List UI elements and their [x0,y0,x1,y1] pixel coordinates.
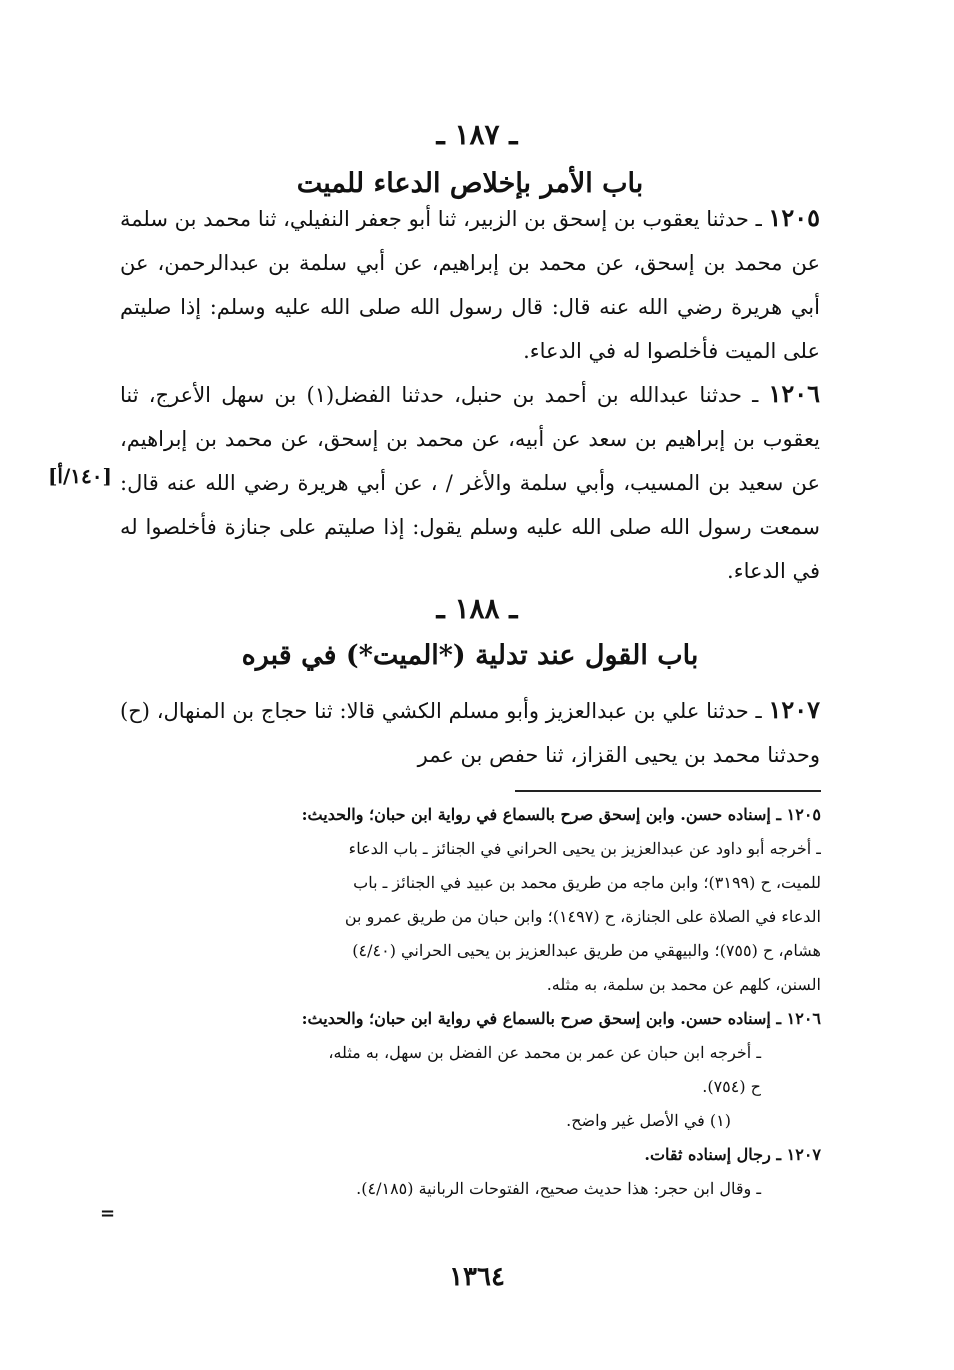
hadith-paragraph [120,688,820,780]
footnote-line: ١٢٠٥ ـ إسناده حسن. وابن إسحق صرح بالسماع في رواية ابن حبان؛ والحديث: [301,805,821,824]
footnote-line: ـ أخرجه ابن حبان عن عمر بن محمد عن الفضل بن سهل، به مثله، [328,1043,761,1062]
hadith-text: ـ حدثنا عبدالله بن أحمد بن حنبل، حدثنا الفضل(١) بن سهل الأعرج، ثنا يعقوب بن إبراهيم بن سعد عن أبيه، عن محمد بن إسحق، عن محمد بن إبراهيم، عن سعيد بن المسيب، وأبي سلمة والأغر / ، عن أبي هريرة رضي الله عنه قال: سمعت رسول الله صلى الله عليه وسلم يقول: إذا صليتم على جنازة فأخلصوا له في الدعاء. [120,383,820,583]
hadith-paragraph [120,196,820,372]
hadith-number: ١٢٠٦ [768,379,821,408]
footnote-line: ح (٧٥٤). [702,1077,761,1096]
hadith-text: ـ حدثنا يعقوب بن إسحق بن الزبير، ثنا أبو جعفر النفيلي، ثنا محمد بن سلمة عن محمد بن إسحق، عن محمد بن إبراهيم، عن أبي سلمة بن عبدالرحمن، عن أبي هريرة رضي الله عنه قال: قال رسول الله صلى الله عليه وسلم: إذا صليتم على الميت فأخلصوا له في الدعاء. [120,207,820,363]
footnote-line: الدعاء في الصلاة على الجنازة، ح (١٤٩٧)؛ وابن حبان من طريق عمرو بن [344,907,821,926]
footnote-line: هشام، ح (٧٥٥)؛ والبيهقي من طريق عبدالعزيز بن يحيى الحراني (٤/٤٠) [352,941,821,960]
chapter-number: ـ ١٨٨ ـ [436,592,518,625]
footnote-separator [515,790,821,792]
footnote-line: (١) في الأصل غير واضح. [566,1111,731,1130]
hadith-text: ـ حدثنا علي بن عبدالعزيز وأبو مسلم الكشي قالا: ثنا حجاج بن المنهال، (ح) وحدثنا محمد بن يحيى القزاز، ثنا حفص بن عمر [120,699,820,767]
continuation-mark: = [100,1203,116,1224]
footnote-line: ١٢٠٧ ـ رجال إسناده ثقات. [644,1145,821,1164]
footnote-line: ١٢٠٦ ـ إسناده حسن. وابن إسحق صرح بالسماع في رواية ابن حبان؛ والحديث: [301,1009,821,1028]
manuscript-folio-note: [١٤٠/أ] [47,464,112,488]
hadith-number: ١٢٠٧ [768,695,820,724]
footnote-line: ـ أخرجه أبو داود عن عبدالعزيز بن يحيى الحراني في الجنائز ـ باب الدعاء [348,839,821,858]
footnote-line: السنن، كلهم عن محمد بن سلمة، به مثله. [546,975,821,994]
hadith-number: ١٢٠٥ [768,203,820,232]
chapter-number: ـ ١٨٧ ـ [436,118,518,151]
hadith-paragraph [120,372,820,592]
chapter-title: باب القول عند تدلية (*الميت*) في قبره [241,640,699,671]
footnote-line: ـ وقال ابن حجر: هذا حديث صحيح، الفتوحات الربانية (٤/١٨٥). [356,1179,761,1198]
footnote-line: للميت، ح (٣١٩٩)؛ وابن ماجه من طريق محمد بن عبيد في الجنائز ـ باب [353,873,821,892]
chapter-title: باب الأمر بإخلاص الدعاء للميت [296,168,644,199]
page-number: ١٣٦٤ [449,1262,505,1292]
footnotes [115,798,821,1206]
